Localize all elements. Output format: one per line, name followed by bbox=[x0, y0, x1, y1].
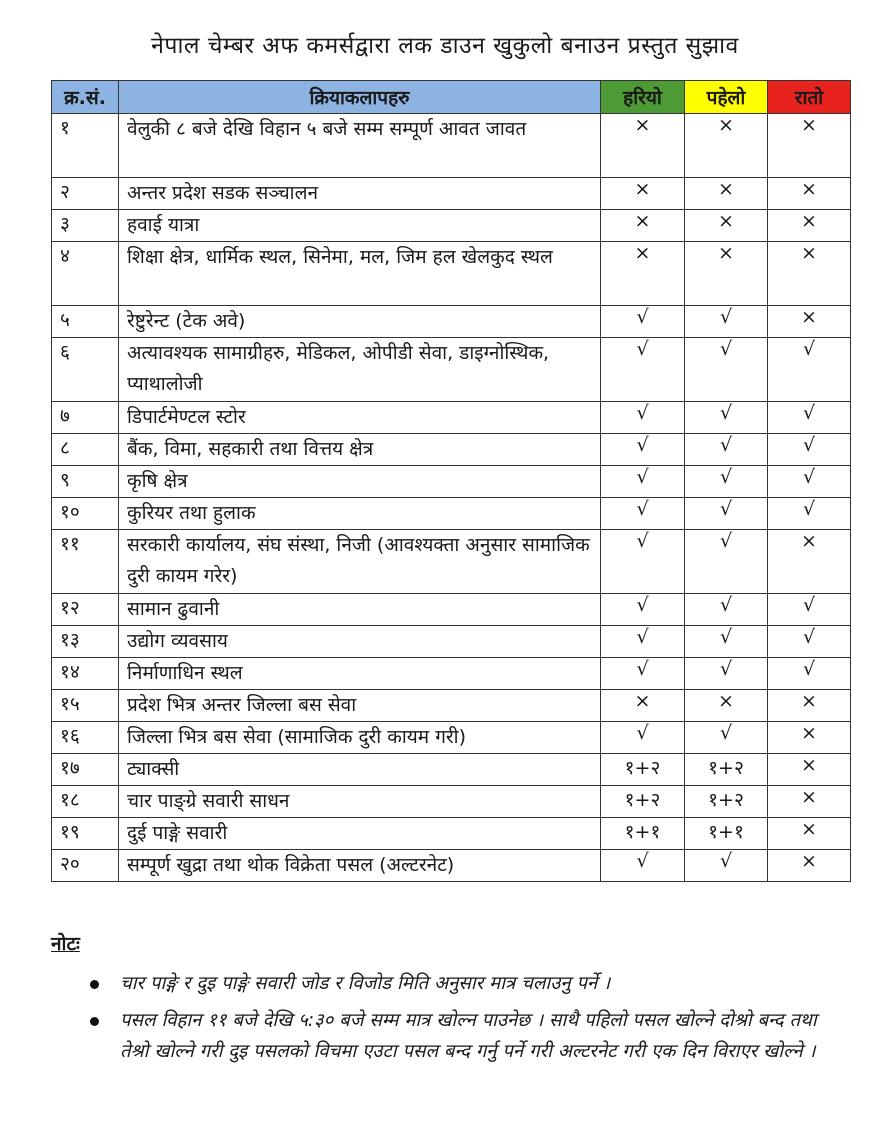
row-red-status: × bbox=[768, 754, 851, 786]
table-row bbox=[52, 402, 851, 434]
header-yellow: पहेलो bbox=[685, 81, 768, 114]
row-serial-number: १९ bbox=[52, 818, 119, 850]
table-row bbox=[52, 658, 851, 690]
row-yellow-status: १+२ bbox=[685, 786, 768, 818]
row-yellow-status: √ bbox=[685, 658, 768, 690]
row-yellow-status: √ bbox=[685, 594, 768, 626]
row-activity: बैंक, विमा, सहकारी तथा वित्तय क्षेत्र bbox=[119, 434, 601, 466]
row-serial-number: १ bbox=[52, 114, 119, 178]
row-green-status: √ bbox=[601, 498, 685, 530]
row-green-status: √ bbox=[601, 658, 685, 690]
table-row bbox=[52, 338, 851, 402]
row-yellow-status: √ bbox=[685, 466, 768, 498]
row-green-status: √ bbox=[601, 530, 685, 594]
row-yellow-status: √ bbox=[685, 722, 768, 754]
row-red-status: × bbox=[768, 114, 851, 178]
bullet-icon bbox=[90, 1017, 99, 1026]
row-yellow-status: × bbox=[685, 210, 768, 242]
row-activity: कृषि क्षेत्र bbox=[119, 466, 601, 498]
header-red: रातो bbox=[768, 81, 851, 114]
row-serial-number: ४ bbox=[52, 242, 119, 306]
row-serial-number: १३ bbox=[52, 626, 119, 658]
header-green: हरियो bbox=[601, 81, 685, 114]
row-red-status: × bbox=[768, 530, 851, 594]
row-red-status: √ bbox=[768, 498, 851, 530]
row-red-status: × bbox=[768, 242, 851, 306]
row-activity: चार पाङ्ग्रे सवारी साधन bbox=[119, 786, 601, 818]
row-serial-number: ९ bbox=[52, 466, 119, 498]
table-row bbox=[52, 210, 851, 242]
row-yellow-status: × bbox=[685, 114, 768, 178]
row-red-status: × bbox=[768, 178, 851, 210]
row-activity: जिल्ला भित्र बस सेवा (सामाजिक दुरी कायम गरी) bbox=[119, 722, 601, 754]
row-red-status: × bbox=[768, 818, 851, 850]
row-green-status: १+२ bbox=[601, 754, 685, 786]
row-yellow-status: × bbox=[685, 690, 768, 722]
row-activity: अत्यावश्यक सामाग्रीहरु, मेडिकल, ओपीडी सेवा, डाइग्नोस्थिक, प्याथालोजी bbox=[119, 338, 601, 402]
row-yellow-status: √ bbox=[685, 402, 768, 434]
row-activity: शिक्षा क्षेत्र, धार्मिक स्थल, सिनेमा, मल, जिम हल खेलकुद स्थल bbox=[119, 242, 601, 306]
row-activity: सरकारी कार्यालय, संघ संस्था, निजी (आवश्यक्ता अनुसार सामाजिक दुरी कायम गरेर) bbox=[119, 530, 601, 594]
table-row bbox=[52, 530, 851, 594]
row-red-status: √ bbox=[768, 466, 851, 498]
table-row bbox=[52, 850, 851, 882]
row-serial-number: ३ bbox=[52, 210, 119, 242]
table-row bbox=[52, 722, 851, 754]
row-red-status: √ bbox=[768, 402, 851, 434]
table-row bbox=[52, 434, 851, 466]
row-activity: सामान ढुवानी bbox=[119, 594, 601, 626]
row-serial-number: ५ bbox=[52, 306, 119, 338]
row-green-status: √ bbox=[601, 850, 685, 882]
row-serial-number: ११ bbox=[52, 530, 119, 594]
row-green-status: √ bbox=[601, 306, 685, 338]
row-green-status: १+२ bbox=[601, 786, 685, 818]
row-green-status: √ bbox=[601, 722, 685, 754]
row-red-status: × bbox=[768, 722, 851, 754]
row-serial-number: २० bbox=[52, 850, 119, 882]
row-yellow-status: √ bbox=[685, 434, 768, 466]
table-row bbox=[52, 626, 851, 658]
table-row bbox=[52, 114, 851, 178]
row-serial-number: १५ bbox=[52, 690, 119, 722]
table-row bbox=[52, 466, 851, 498]
row-green-status: √ bbox=[601, 594, 685, 626]
row-serial-number: ७ bbox=[52, 402, 119, 434]
row-activity: अन्तर प्रदेश सडक सञ्चालन bbox=[119, 178, 601, 210]
row-activity: दुई पाङ्गे सवारी bbox=[119, 818, 601, 850]
note-list bbox=[80, 968, 850, 1073]
row-red-status: √ bbox=[768, 434, 851, 466]
table-row bbox=[52, 754, 851, 786]
row-activity: हवाई यात्रा bbox=[119, 210, 601, 242]
row-serial-number: १२ bbox=[52, 594, 119, 626]
page-title: नेपाल चेम्बर अफ कमर्सद्वारा लक डाउन खुकुलो बनाउन प्रस्तुत सुझाव bbox=[151, 33, 739, 59]
row-green-status: × bbox=[601, 210, 685, 242]
row-red-status: √ bbox=[768, 658, 851, 690]
row-yellow-status: √ bbox=[685, 850, 768, 882]
row-yellow-status: १+१ bbox=[685, 818, 768, 850]
row-activity: उद्योग व्यवसाय bbox=[119, 626, 601, 658]
row-green-status: × bbox=[601, 114, 685, 178]
header-activities: क्रियाकलापहरु bbox=[119, 81, 601, 114]
row-red-status: × bbox=[768, 850, 851, 882]
row-activity: कुरियर तथा हुलाक bbox=[119, 498, 601, 530]
row-red-status: √ bbox=[768, 338, 851, 402]
row-yellow-status: √ bbox=[685, 338, 768, 402]
table-body bbox=[52, 114, 851, 882]
row-activity: निर्माणाधिन स्थल bbox=[119, 658, 601, 690]
row-red-status: √ bbox=[768, 626, 851, 658]
row-serial-number: १८ bbox=[52, 786, 119, 818]
bullet-icon bbox=[90, 980, 99, 989]
row-red-status: × bbox=[768, 210, 851, 242]
activity-table bbox=[51, 80, 851, 882]
note-label: नोटः bbox=[51, 933, 80, 955]
row-serial-number: १० bbox=[52, 498, 119, 530]
row-activity: रेष्टुरेन्ट (टेक अवे) bbox=[119, 306, 601, 338]
table-row bbox=[52, 786, 851, 818]
row-green-status: √ bbox=[601, 402, 685, 434]
note-text: पसल विहान ११ बजे देखि ५:३० बजे सम्म मात्र खोल्न पाउनेछ । साथै पहिलो पसल खोल्ने दोश्रो बन्द तथा तेश्रो खोल्ने गरी दुइ पसलको विचमा एउटा पसल बन्द गर्नु पर्ने गरी अल्टरनेट गरी एक दिन विराएर खोल्ने । bbox=[120, 1010, 817, 1062]
row-serial-number: १४ bbox=[52, 658, 119, 690]
row-red-status: √ bbox=[768, 594, 851, 626]
row-yellow-status: × bbox=[685, 242, 768, 306]
table-row bbox=[52, 242, 851, 306]
row-serial-number: २ bbox=[52, 178, 119, 210]
table-row bbox=[52, 306, 851, 338]
table-row bbox=[52, 498, 851, 530]
header-serial-number: क्र.सं. bbox=[52, 81, 119, 114]
row-yellow-status: √ bbox=[685, 306, 768, 338]
note-item bbox=[80, 968, 850, 999]
table-header-row bbox=[52, 81, 851, 114]
row-red-status: × bbox=[768, 690, 851, 722]
row-red-status: × bbox=[768, 306, 851, 338]
row-serial-number: १६ bbox=[52, 722, 119, 754]
row-yellow-status: १+२ bbox=[685, 754, 768, 786]
row-green-status: × bbox=[601, 178, 685, 210]
row-green-status: √ bbox=[601, 434, 685, 466]
row-yellow-status: × bbox=[685, 178, 768, 210]
row-green-status: × bbox=[601, 242, 685, 306]
table-row bbox=[52, 690, 851, 722]
table-row bbox=[52, 818, 851, 850]
row-activity: सम्पूर्ण खुद्रा तथा थोक विक्रेता पसल (अल्टरनेट) bbox=[119, 850, 601, 882]
table-row bbox=[52, 594, 851, 626]
row-activity: प्रदेश भित्र अन्तर जिल्ला बस सेवा bbox=[119, 690, 601, 722]
row-yellow-status: √ bbox=[685, 530, 768, 594]
row-activity: वेलुकी ८ बजे देखि विहान ५ बजे सम्म सम्पूर्ण आवत जावत bbox=[119, 114, 601, 178]
row-yellow-status: √ bbox=[685, 498, 768, 530]
row-green-status: √ bbox=[601, 626, 685, 658]
note-item bbox=[80, 1005, 850, 1067]
row-green-status: √ bbox=[601, 466, 685, 498]
row-green-status: १+१ bbox=[601, 818, 685, 850]
row-green-status: × bbox=[601, 690, 685, 722]
row-activity: ट्याक्सी bbox=[119, 754, 601, 786]
row-red-status: × bbox=[768, 786, 851, 818]
row-serial-number: ८ bbox=[52, 434, 119, 466]
row-yellow-status: √ bbox=[685, 626, 768, 658]
row-serial-number: १७ bbox=[52, 754, 119, 786]
row-serial-number: ६ bbox=[52, 338, 119, 402]
row-green-status: √ bbox=[601, 338, 685, 402]
table-row bbox=[52, 178, 851, 210]
note-text: चार पाङ्गे र दुइ पाङ्गे सवारी जोड र विजोड मिति अनुसार मात्र चलाउनु पर्ने । bbox=[120, 973, 611, 994]
row-activity: डिपार्टमेण्टल स्टोर bbox=[119, 402, 601, 434]
